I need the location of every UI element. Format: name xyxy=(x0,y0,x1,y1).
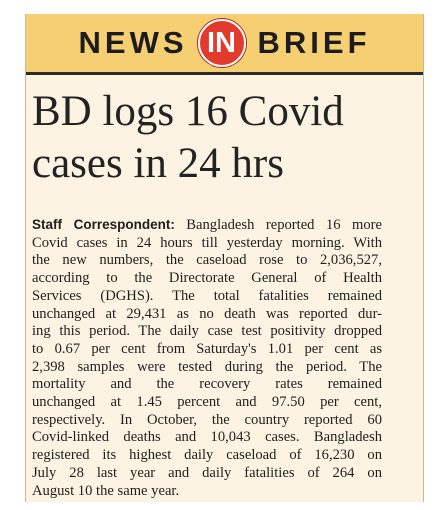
body-line: registered its highest daily caseload of 16,230 on xyxy=(32,447,382,464)
body-line: Covid-linked deaths and 10,043 cases. Bangladesh xyxy=(32,429,382,446)
body-line: August 10 the same year. xyxy=(32,482,180,499)
body-line: unchanged at 29,431 as no death was reported dur- xyxy=(32,305,382,322)
body-line: 2,398 samples were tested during the period. The xyxy=(32,358,382,375)
body-line: mortality and the recovery rates remained xyxy=(32,376,382,393)
news-in-brief-banner xyxy=(26,14,423,75)
article-body xyxy=(32,216,382,500)
body-line: according to the Directorate General of Health xyxy=(32,270,382,287)
body-line: July 28 last year and daily fatalities of 264 on xyxy=(32,464,382,481)
article-headline xyxy=(32,86,372,190)
body-line-text: Bangladesh reported 16 more xyxy=(174,217,382,233)
body-line: respectively. In October, the country reported 60 xyxy=(32,411,382,428)
body-line: Services (DGHS). The total fatalities remained xyxy=(32,287,382,304)
headline-line-2: cases in 24 hrs xyxy=(32,140,284,187)
headline-line-1: BD logs 16 Covid xyxy=(32,88,344,135)
banner-word-brief: BRIEF xyxy=(257,25,371,60)
body-line: unchanged at 1.45 percent and 97.50 per cent, xyxy=(32,394,382,411)
body-line: Covid cases in 24 hours till yesterday morning. With xyxy=(32,234,382,251)
body-line: ing this period. The daily case test positivity dropped xyxy=(32,323,382,340)
banner-word-news: NEWS xyxy=(78,25,188,60)
body-line xyxy=(32,216,382,235)
body-line: the new numbers, the caseload rose to 2,036,527, xyxy=(32,252,382,269)
body-line: to 0.67 per cent from Saturday's 1.01 per cent as xyxy=(32,340,382,357)
byline: Staff Correspondent: xyxy=(32,217,175,232)
banner-in-badge: IN xyxy=(198,19,246,67)
